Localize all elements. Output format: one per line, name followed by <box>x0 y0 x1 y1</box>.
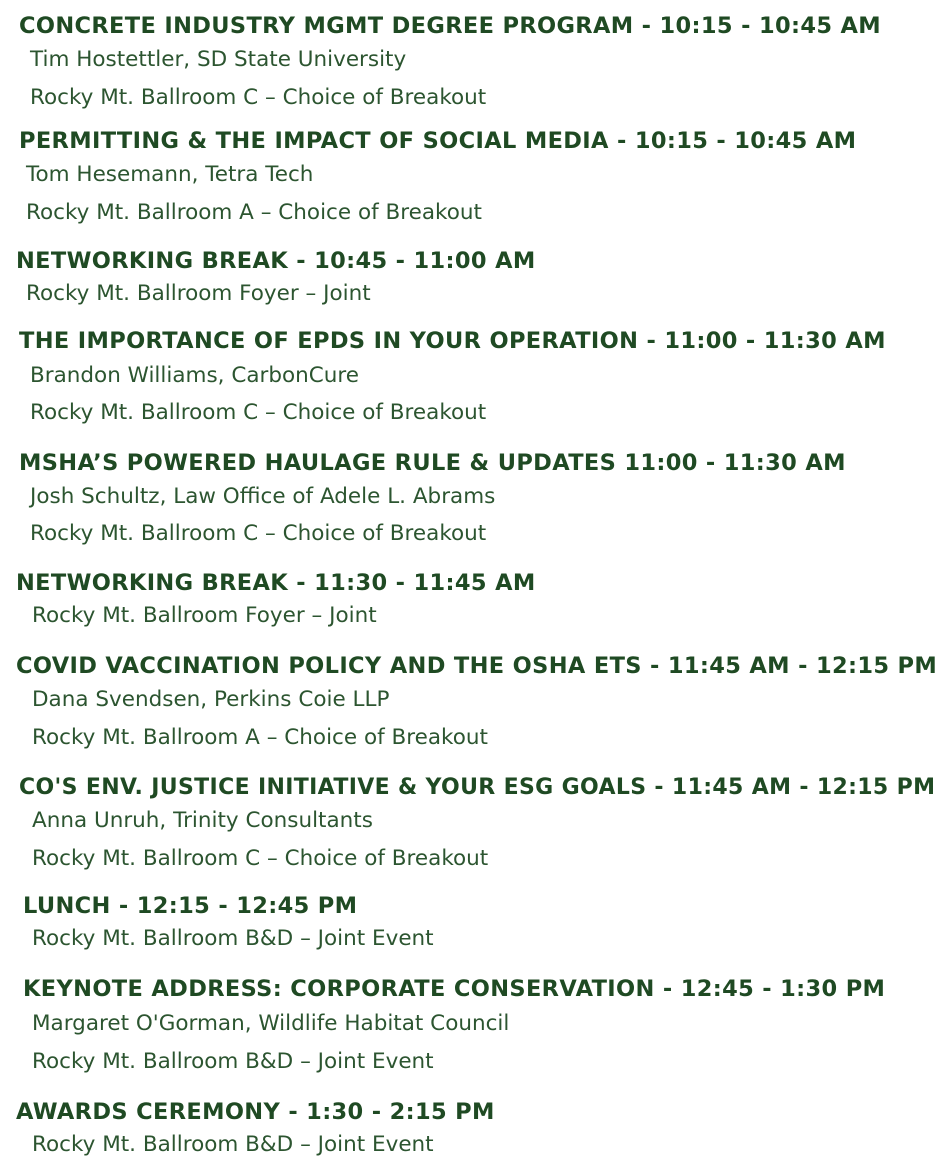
session-title: AWARDS CEREMONY - 1:30 - 2:15 PM <box>16 1099 495 1125</box>
session-location: Rocky Mt. Ballroom A – Choice of Breakout <box>26 200 482 225</box>
session-title: NETWORKING BREAK - 10:45 - 11:00 AM <box>16 248 536 274</box>
session-title: MSHA’S POWERED HAULAGE RULE & UPDATES 11:00 - 11:30 AM <box>19 450 846 476</box>
session-location: Rocky Mt. Ballroom B&D – Joint Event <box>32 926 434 951</box>
session-title: KEYNOTE ADDRESS: CORPORATE CONSERVATION - 12:45 - 1:30 PM <box>23 976 886 1002</box>
session-speaker: Josh Schultz, Law Office of Adele L. Abrams <box>30 484 496 509</box>
session-title: CONCRETE INDUSTRY MGMT DEGREE PROGRAM - 10:15 - 10:45 AM <box>19 13 882 39</box>
session-speaker: Anna Unruh, Trinity Consultants <box>32 808 373 833</box>
session-title: PERMITTING & THE IMPACT OF SOCIAL MEDIA - 10:15 - 10:45 AM <box>19 128 857 154</box>
session-speaker: Brandon Williams, CarbonCure <box>30 363 360 388</box>
session-location: Rocky Mt. Ballroom C – Choice of Breakout <box>30 85 487 110</box>
session-location: Rocky Mt. Ballroom C – Choice of Breakout <box>30 521 487 546</box>
session-title: LUNCH - 12:15 - 12:45 PM <box>23 893 358 919</box>
session-speaker: Tom Hesemann, Tetra Tech <box>26 162 314 187</box>
session-location: Rocky Mt. Ballroom B&D – Joint Event <box>32 1132 434 1157</box>
session-speaker: Tim Hostettler, SD State University <box>30 47 407 72</box>
session-location: Rocky Mt. Ballroom Foyer – Joint <box>26 281 371 306</box>
session-title: THE IMPORTANCE OF EPDS IN YOUR OPERATION - 11:00 - 11:30 AM <box>19 328 886 354</box>
session-location: Rocky Mt. Ballroom B&D – Joint Event <box>32 1049 434 1074</box>
session-title: NETWORKING BREAK - 11:30 - 11:45 AM <box>16 570 536 596</box>
session-title: COVID VACCINATION POLICY AND THE OSHA ETS - 11:45 AM - 12:15 PM <box>16 653 938 679</box>
session-location: Rocky Mt. Ballroom C – Choice of Breakout <box>30 400 487 425</box>
session-speaker: Dana Svendsen, Perkins Coie LLP <box>32 687 390 712</box>
session-location: Rocky Mt. Ballroom Foyer – Joint <box>32 603 377 628</box>
session-title: CO'S ENV. JUSTICE INITIATIVE & YOUR ESG GOALS - 11:45 AM - 12:15 PM <box>19 775 936 800</box>
session-speaker: Margaret O'Gorman, Wildlife Habitat Council <box>32 1011 510 1036</box>
session-location: Rocky Mt. Ballroom C – Choice of Breakout <box>32 846 489 871</box>
session-location: Rocky Mt. Ballroom A – Choice of Breakout <box>32 725 488 750</box>
